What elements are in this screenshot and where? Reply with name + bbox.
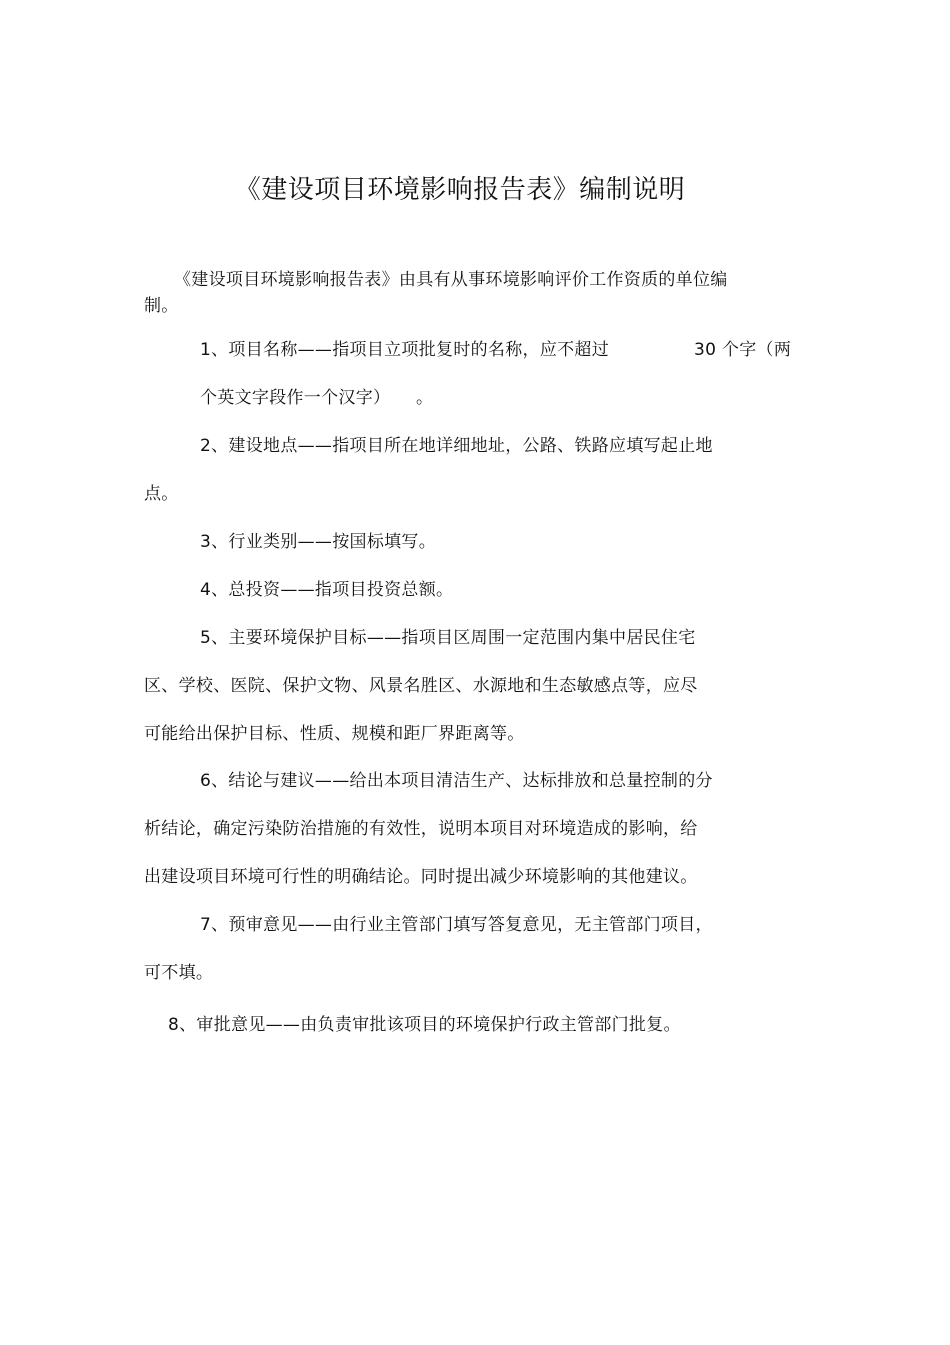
item5-line-2: 区、学校、医院、保护文物、风景名胜区、水源地和生态敏感点等，应尽 bbox=[144, 676, 698, 696]
item2-line-1: 2、建设地点——指项目所在地详细地址，公路、铁路应填写起止地 bbox=[200, 436, 713, 456]
document-title: 《建设项目环境影响报告表》编制说明 bbox=[234, 175, 686, 205]
item7-line-1: 7、预审意见——由行业主管部门填写答复意见，无主管部门项目， bbox=[200, 915, 713, 935]
item6-line-2: 析结论，确定污染防治措施的有效性，说明本项目对环境造成的影响，给 bbox=[144, 819, 698, 839]
item8-line: 8、审批意见——由负责审批该项目的环境保护行政主管部门批复。 bbox=[168, 1015, 681, 1035]
item6-line-3: 出建设项目环境可行性的明确结论。同时提出减少环境影响的其他建议。 bbox=[144, 867, 698, 887]
item7-line-2: 可不填。 bbox=[144, 963, 214, 983]
item5-line-1: 5、主要环境保护目标——指项目区周围一定范围内集中居民住宅 bbox=[200, 628, 696, 648]
item1-line-2a: 个英文字段作一个汉字） bbox=[200, 388, 391, 408]
item4-line: 4、总投资——指项目投资总额。 bbox=[200, 580, 454, 600]
item3-line: 3、行业类别——按国标填写。 bbox=[200, 532, 437, 552]
item2-line-2: 点。 bbox=[144, 484, 179, 504]
intro-line-1: 《建设项目环境影响报告表》由具有从事环境影响评价工作资质的单位编 bbox=[174, 270, 728, 290]
item1-line-1a: 1、项目名称——指项目立项批复时的名称，应不超过 bbox=[200, 340, 610, 360]
item5-line-3: 可能给出保护目标、性质、规模和距厂界距离等。 bbox=[144, 724, 525, 744]
item6-line-1: 6、结论与建议——给出本项目清洁生产、达标排放和总量控制的分 bbox=[200, 771, 713, 791]
intro-line-2: 制。 bbox=[144, 296, 179, 316]
item1-line-1b: 30 个字（两 bbox=[694, 340, 792, 360]
item1-line-2b: 。 bbox=[416, 388, 434, 408]
